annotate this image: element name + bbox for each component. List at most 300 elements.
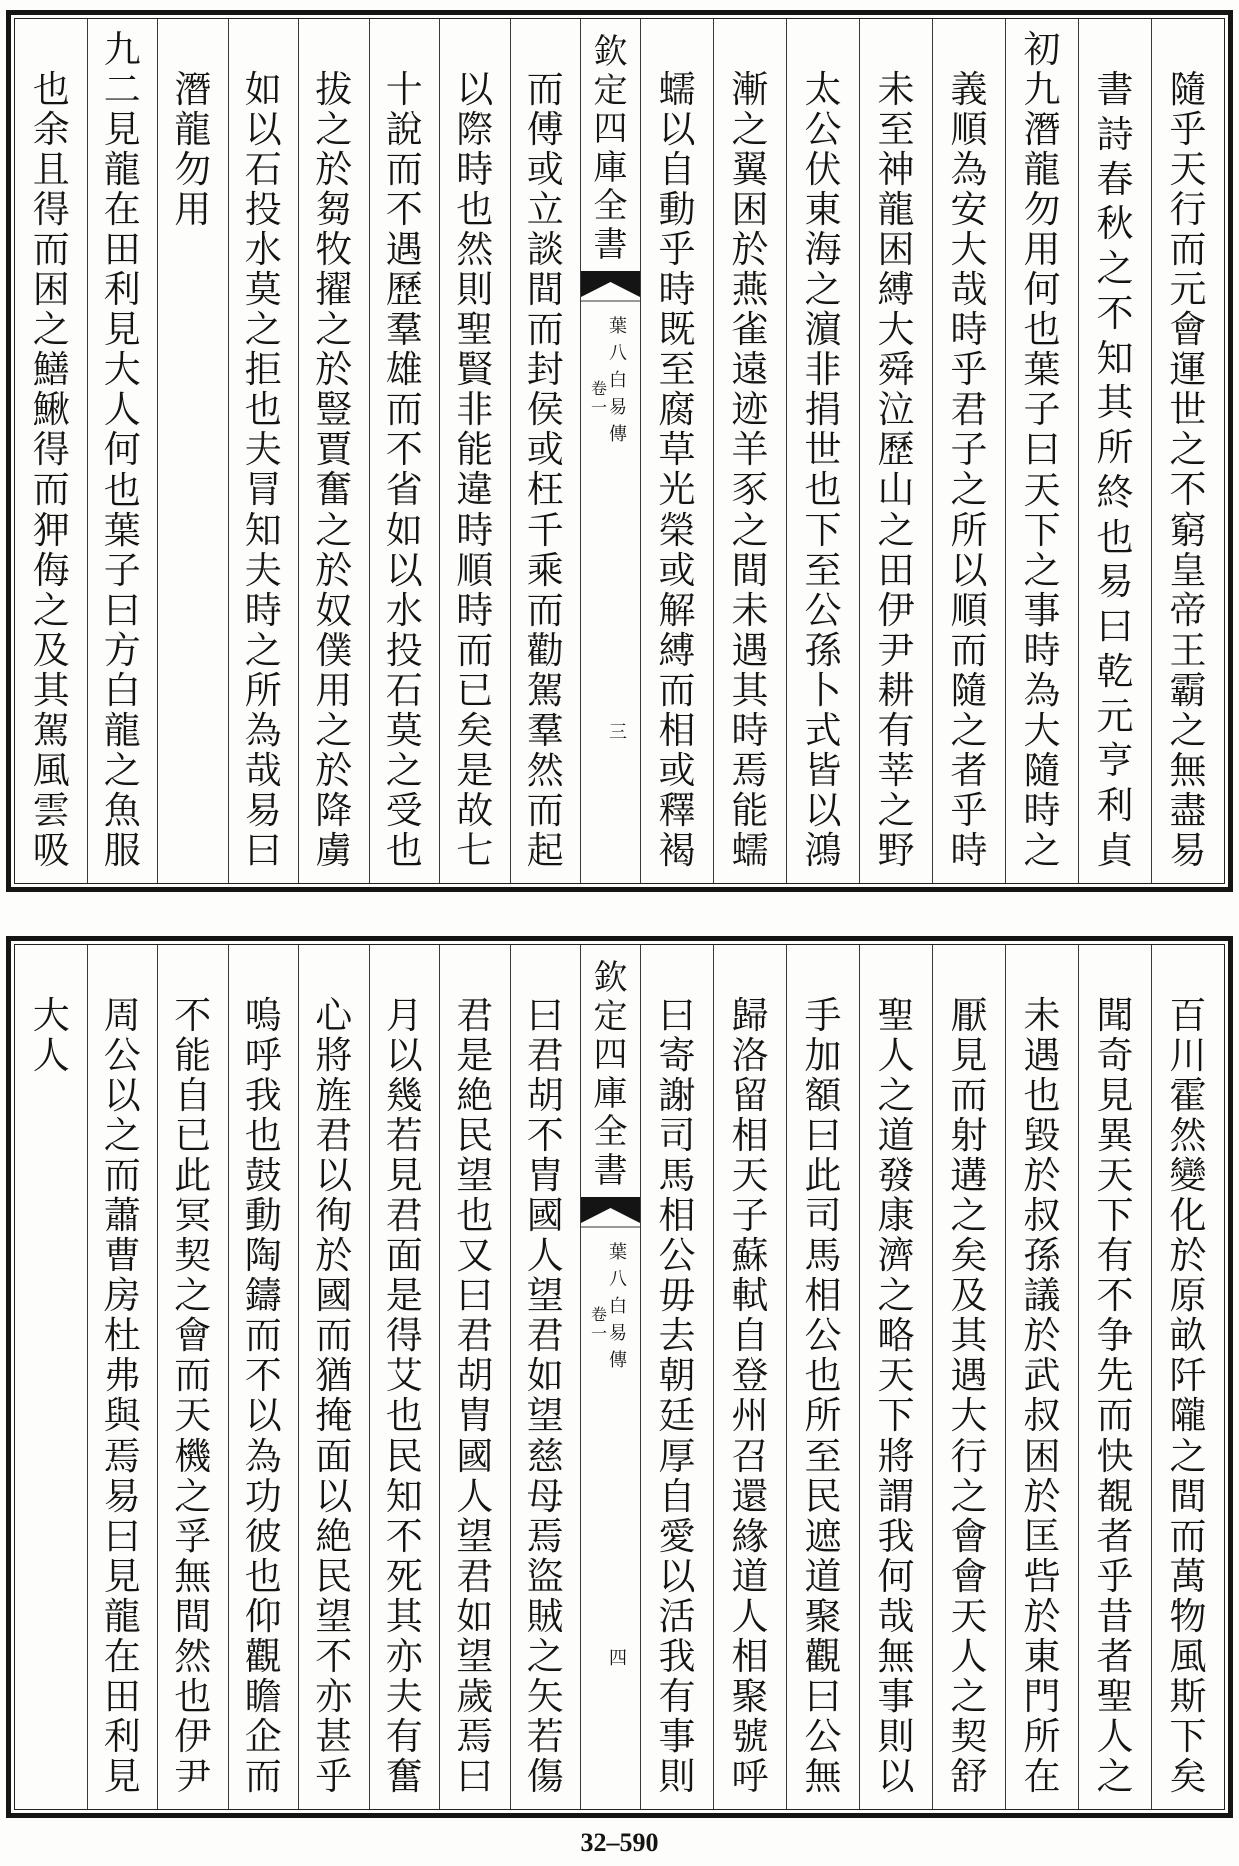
text-column [87, 945, 158, 1809]
character: 見 [385, 1156, 423, 1197]
character: 君 [950, 390, 988, 431]
juan-number [589, 379, 609, 417]
book-title [607, 313, 629, 448]
character: 帝 [1169, 590, 1207, 631]
character: 也 [244, 1116, 282, 1157]
character: 而 [32, 470, 70, 511]
character: 見 [950, 1036, 988, 1077]
character: 田 [103, 1676, 141, 1717]
character: 利 [1096, 786, 1134, 826]
text-column [1078, 945, 1151, 1809]
character: 東 [1023, 1636, 1061, 1677]
character: 封 [526, 350, 564, 391]
character: 時 [1023, 790, 1061, 831]
character: 見 [103, 1756, 141, 1797]
character: 不 [526, 1116, 564, 1157]
character: 遇 [1023, 1036, 1061, 1077]
character: 馬 [804, 1236, 842, 1277]
character: 野 [877, 830, 915, 871]
character: 起 [526, 830, 564, 871]
character: 也 [804, 1356, 842, 1397]
character: 瞻 [244, 1676, 282, 1717]
character: 天 [1169, 150, 1207, 191]
character: 濟 [877, 1236, 915, 1277]
character: 將 [877, 1436, 915, 1477]
character: 愛 [658, 1516, 696, 1557]
character: 見 [1096, 1076, 1134, 1117]
character: 子 [1023, 390, 1061, 431]
character: 或 [658, 750, 696, 791]
character: 道 [877, 1116, 915, 1157]
character: 豕 [731, 470, 769, 511]
character: 草 [658, 430, 696, 471]
character: 也 [244, 1556, 282, 1597]
character: 風 [1169, 1636, 1207, 1677]
character: 斯 [1169, 1676, 1207, 1717]
character: 伊 [877, 590, 915, 631]
character: 之 [804, 270, 842, 311]
character: 之 [174, 1476, 212, 1517]
character: 欽 [593, 958, 628, 998]
character: 甚 [315, 1716, 353, 1757]
character: 葉 [609, 1242, 627, 1263]
character: 之 [315, 310, 353, 351]
character: 覩 [1096, 1476, 1134, 1517]
character: 魚 [103, 790, 141, 831]
character: 房 [103, 1276, 141, 1317]
character: 自 [658, 1476, 696, 1517]
character: 葉 [103, 510, 141, 551]
character: 非 [804, 350, 842, 391]
fish-tail-mark [581, 1197, 640, 1229]
character: 以 [244, 110, 282, 151]
character: 以 [658, 110, 696, 151]
character: 哉 [244, 750, 282, 791]
character: 毋 [658, 1276, 696, 1317]
character: 以 [315, 1476, 353, 1517]
character: 川 [1169, 1036, 1207, 1077]
character: 相 [731, 1116, 769, 1157]
character: 蕭 [103, 1196, 141, 1237]
character: 活 [658, 1596, 696, 1637]
character: 以 [385, 1036, 423, 1077]
character: 在 [103, 190, 141, 231]
character: 蠕 [731, 830, 769, 871]
character: 田 [103, 230, 141, 271]
character: 哉 [950, 270, 988, 311]
character: 尹 [877, 630, 915, 671]
character: 哉 [877, 1596, 915, 1637]
character: 君 [456, 1316, 494, 1357]
character: 歸 [731, 996, 769, 1036]
character: 遇 [385, 230, 423, 271]
character: 卜 [804, 670, 842, 711]
character: 龍 [103, 150, 141, 191]
text-column [157, 19, 228, 883]
character: 霍 [1169, 1076, 1207, 1117]
character: 得 [385, 1316, 423, 1357]
character: 為 [244, 710, 282, 751]
character: 能 [174, 1036, 212, 1077]
text-column [439, 945, 510, 1809]
text-column [859, 19, 932, 883]
collection-title [581, 33, 640, 264]
character: 龍 [174, 110, 212, 150]
character: 公 [804, 1316, 842, 1357]
character: 何 [877, 1556, 915, 1597]
character: 登 [731, 1356, 769, 1397]
character: 化 [1169, 1196, 1207, 1237]
character: 泣 [877, 390, 915, 431]
character: 遮 [804, 1516, 842, 1557]
character: 易 [1096, 562, 1134, 603]
character: 之 [950, 710, 988, 751]
character: 嗚 [244, 996, 282, 1036]
character: 時 [950, 830, 988, 871]
character: 莫 [385, 710, 423, 751]
character: 胄 [456, 1396, 494, 1437]
character: 孫 [1023, 1236, 1061, 1277]
character: 相 [804, 1276, 842, 1317]
character: 勿 [174, 150, 212, 190]
character: 民 [315, 1556, 353, 1597]
character: 賢 [456, 350, 494, 391]
character: 幾 [385, 1076, 423, 1117]
character: 阡 [1169, 1356, 1207, 1397]
character: 君 [526, 1316, 564, 1357]
character: 以 [244, 1396, 282, 1437]
character: 叔 [1023, 1196, 1061, 1237]
character: 曹 [103, 1236, 141, 1277]
character: 之 [103, 750, 141, 791]
character: 呰 [1023, 1556, 1061, 1597]
character: 曰 [804, 1116, 842, 1157]
text-column [1151, 19, 1224, 883]
character: 盡 [1169, 790, 1207, 831]
character: 書 [593, 224, 628, 265]
character: 翼 [731, 150, 769, 191]
character: 舒 [950, 1756, 988, 1797]
character: 也 [804, 470, 842, 511]
character: 夫 [385, 1676, 423, 1717]
character: 國 [315, 1276, 353, 1317]
character: 而 [385, 150, 423, 191]
character: 不 [315, 1636, 353, 1677]
character: 葉 [609, 316, 627, 337]
character: 乎 [1096, 1556, 1134, 1597]
character: 曰 [526, 996, 564, 1036]
character: 不 [1096, 293, 1134, 334]
character: 望 [315, 1596, 353, 1637]
character: 奇 [1096, 1036, 1134, 1077]
character: 司 [658, 1116, 696, 1157]
character: 無 [804, 1756, 842, 1797]
character: 困 [1023, 1436, 1061, 1477]
character: 聚 [731, 1676, 769, 1717]
character: 曰 [456, 1276, 494, 1317]
character: 如 [385, 510, 423, 551]
character: 時 [456, 590, 494, 631]
character: 厭 [950, 996, 988, 1036]
character: 曰 [456, 1756, 494, 1797]
character: 世 [1169, 390, 1207, 431]
character: 若 [526, 1716, 564, 1757]
text-column [369, 945, 440, 1809]
character: 為 [244, 1436, 282, 1477]
character: 慈 [526, 1436, 564, 1477]
character: 說 [385, 110, 423, 151]
character: 不 [385, 1516, 423, 1557]
character: 杜 [103, 1316, 141, 1357]
character: 八 [609, 343, 627, 364]
character: 而 [1096, 1396, 1134, 1437]
text-column [16, 19, 87, 883]
character: 矣 [1169, 1756, 1207, 1797]
character: 絶 [315, 1516, 353, 1557]
character: 孫 [804, 630, 842, 671]
character: 虜 [315, 830, 353, 871]
character: 也 [32, 70, 70, 110]
character: 龍 [1023, 150, 1061, 191]
character: 人 [1096, 1716, 1134, 1757]
character: 望 [456, 1156, 494, 1197]
character: 之 [174, 1276, 212, 1317]
character: 光 [658, 470, 696, 511]
character: 天 [174, 1396, 212, 1437]
text-column [1078, 19, 1151, 883]
character: 隨 [1023, 750, 1061, 791]
character: 聖 [456, 310, 494, 351]
character: 之 [1169, 710, 1207, 751]
character: 於 [315, 550, 353, 591]
character: 軾 [731, 1276, 769, 1317]
character: 望 [526, 1276, 564, 1317]
character: 而 [174, 1356, 212, 1397]
character: 東 [804, 190, 842, 231]
character: 乎 [315, 1756, 353, 1797]
character: 而 [526, 70, 564, 110]
character: 乎 [658, 230, 696, 271]
character: 功 [244, 1476, 282, 1517]
character: 胡 [526, 1076, 564, 1117]
character: 冥 [174, 1196, 212, 1237]
character: 將 [315, 1036, 353, 1077]
character: 初 [1023, 30, 1061, 70]
character: 侮 [32, 550, 70, 591]
character: 而 [244, 1756, 282, 1797]
character: 龍 [103, 710, 141, 751]
character: 然 [1169, 1116, 1207, 1157]
character: 見 [103, 310, 141, 351]
character: 之 [1096, 249, 1134, 289]
character: 之 [877, 1276, 915, 1317]
character: 者 [950, 750, 988, 791]
character: 無 [1169, 750, 1207, 791]
text-column [1005, 19, 1078, 883]
character: 徇 [315, 1196, 353, 1237]
character: 民 [385, 1436, 423, 1477]
character: 母 [526, 1476, 564, 1517]
character: 國 [456, 1436, 494, 1477]
character: 易 [244, 790, 282, 831]
character: 昔 [1096, 1596, 1134, 1637]
character: 王 [1169, 630, 1207, 671]
character: 賈 [315, 430, 353, 471]
character: 弗 [103, 1356, 141, 1397]
character: 天 [1096, 1156, 1134, 1197]
character: 及 [32, 630, 70, 671]
character: 之 [950, 1476, 988, 1517]
character: 契 [174, 1236, 212, 1277]
character: 不 [385, 190, 423, 231]
character: 先 [1096, 1356, 1134, 1397]
character: 動 [244, 1196, 282, 1237]
character: 一 [590, 1324, 607, 1343]
character: 國 [526, 1196, 564, 1237]
character: 遇 [950, 1356, 988, 1397]
character: 為 [1023, 670, 1061, 711]
character: 而 [658, 670, 696, 711]
character: 窮 [1169, 510, 1207, 551]
character: 元 [1096, 696, 1134, 737]
fish-tail-shape [581, 271, 640, 297]
character: 留 [731, 1076, 769, 1117]
fish-tail-mark [581, 271, 640, 303]
text-column [439, 19, 510, 883]
character: 時 [658, 270, 696, 311]
text-column [640, 945, 713, 1809]
character: 時 [456, 510, 494, 551]
character: 而 [526, 310, 564, 351]
character: 於 [315, 750, 353, 791]
character: 還 [731, 1476, 769, 1517]
text-column [786, 945, 859, 1809]
character: 額 [804, 1076, 842, 1117]
character: 而 [526, 790, 564, 831]
character: 望 [526, 1396, 564, 1437]
character: 白 [103, 670, 141, 711]
character: 道 [731, 1556, 769, 1597]
character: 則 [456, 270, 494, 311]
character: 駕 [32, 710, 70, 751]
character: 四 [609, 1648, 627, 1669]
character: 鼓 [244, 1156, 282, 1197]
character: 朝 [658, 1356, 696, 1397]
text-column [369, 19, 440, 883]
character: 困 [731, 190, 769, 231]
juan-number [589, 1305, 609, 1343]
character: 君 [526, 1036, 564, 1077]
character: 見 [103, 110, 141, 151]
collection-title [581, 959, 640, 1190]
character: 服 [103, 830, 141, 871]
character: 人 [526, 1236, 564, 1277]
character: 龍 [877, 190, 915, 231]
character: 曰 [103, 590, 141, 631]
character: 面 [385, 1236, 423, 1277]
character: 間 [1169, 1476, 1207, 1517]
text-column [228, 945, 299, 1809]
character: 呼 [244, 1036, 282, 1077]
character: 胄 [526, 1156, 564, 1197]
character: 寄 [658, 1036, 696, 1077]
character: 潛 [1023, 110, 1061, 151]
character: 也 [385, 830, 423, 871]
character: 萬 [1169, 1556, 1207, 1597]
character: 陶 [244, 1236, 282, 1277]
character: 道 [804, 1556, 842, 1597]
character: 而 [1169, 230, 1207, 271]
character: 之 [731, 510, 769, 551]
character: 奮 [315, 470, 353, 511]
character: 是 [456, 750, 494, 791]
character: 而 [950, 630, 988, 671]
character: 也 [456, 1196, 494, 1237]
character: 是 [385, 1276, 423, 1317]
character: 全 [593, 1112, 628, 1152]
character: 而 [32, 230, 70, 271]
character: 以 [658, 1556, 696, 1597]
character: 式 [804, 710, 842, 751]
character: 而 [526, 590, 564, 631]
character: 大 [950, 1396, 988, 1437]
character: 及 [950, 1276, 988, 1317]
character: 春 [1096, 159, 1134, 200]
character: 或 [658, 550, 696, 591]
character: 歲 [456, 1676, 494, 1717]
character: 大 [1023, 710, 1061, 751]
character: 此 [804, 1156, 842, 1197]
character: 何 [1023, 270, 1061, 311]
character: 十 [385, 70, 423, 110]
character: 無 [174, 1556, 212, 1597]
character: 子 [731, 1196, 769, 1237]
character: 大 [950, 230, 988, 271]
character: 時 [244, 590, 282, 631]
text-column [640, 19, 713, 883]
character: 山 [877, 470, 915, 511]
character: 焉 [526, 1516, 564, 1557]
character: 而 [315, 1316, 353, 1357]
leaf-number [607, 719, 629, 746]
character: 觀 [804, 1636, 842, 1677]
character: 叔 [1023, 1396, 1061, 1437]
character: 用 [1023, 230, 1061, 271]
character: 焉 [456, 1716, 494, 1757]
text-column [713, 945, 786, 1809]
character: 其 [385, 1596, 423, 1637]
character: 事 [877, 1676, 915, 1717]
character: 何 [103, 430, 141, 471]
character: 拒 [244, 350, 282, 391]
character: 是 [456, 1036, 494, 1077]
character: 略 [877, 1316, 915, 1357]
character: 乾 [1096, 651, 1134, 692]
character: 狎 [32, 510, 70, 551]
character: 子 [103, 550, 141, 591]
character: 者 [1096, 1516, 1134, 1557]
character: 僕 [315, 630, 353, 671]
character: 定 [593, 70, 628, 111]
character: 武 [1023, 1356, 1061, 1397]
character: 仰 [244, 1596, 282, 1637]
character: 釋 [658, 790, 696, 831]
character: 康 [877, 1196, 915, 1237]
character: 奴 [315, 590, 353, 631]
character: 未 [731, 590, 769, 631]
page-frame-upper [6, 10, 1233, 892]
character: 縛 [658, 630, 696, 671]
